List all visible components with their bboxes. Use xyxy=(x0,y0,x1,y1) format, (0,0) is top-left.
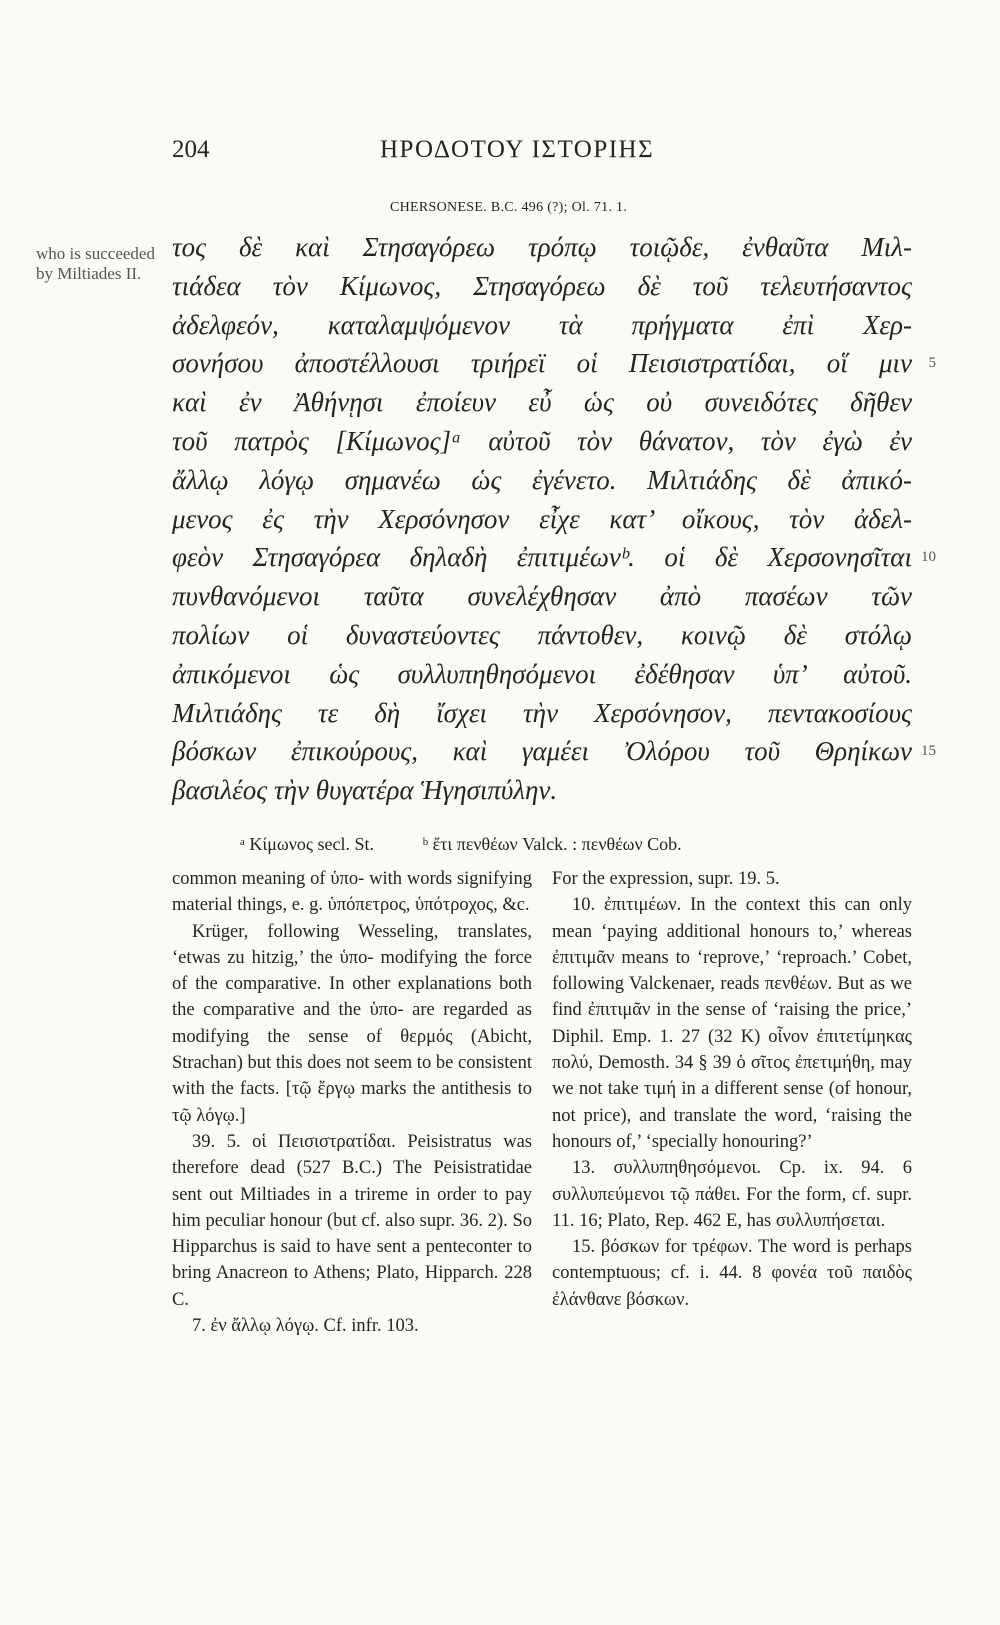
greek-line-text: σονήσου ἀποστέλλουσι τριήρεϊ οἱ Πεισιστρατίδαι, οἵ μιν xyxy=(172,348,912,379)
greek-line-text: πολίων οἱ δυναστεύοντες πάντοθεν, κοινῷ δὲ στόλῳ xyxy=(172,619,912,650)
greek-text-line xyxy=(172,461,912,500)
greek-text-line xyxy=(172,228,912,267)
apparatus-criticus xyxy=(240,834,726,855)
greek-text-line xyxy=(172,422,912,461)
greek-line-text: Μιλτιάδης τε δὴ ἴσχει τὴν Χερσόνησον, πεντακοσίους xyxy=(172,697,912,728)
section-subheading: CHERSONESE. B.C. 496 (?); Ol. 71. 1. xyxy=(390,200,628,215)
greek-line-text: βασιλέος τὴν θυγατέρα Ἡγησιπύλην. xyxy=(172,775,558,806)
commentary-paragraph: 15. βόσκων for τρέφων. The word is perhaps contemptuous; cf. i. 44. 8 φονέα τοῦ παιδὸς ἐλάνθανε βόσκων. xyxy=(552,1237,912,1310)
greek-line-text: τος δὲ καὶ Στησαγόρεω τρόπῳ τοιῷδε, ἐνθαῦτα Μιλ- xyxy=(172,232,912,262)
greek-line-text: ἀδελφεόν, καταλαμψόμενον τὰ πρήγματα ἐπὶ Χερ- xyxy=(172,309,912,340)
greek-text-line xyxy=(172,267,912,306)
line-number: 10 xyxy=(921,549,936,566)
commentary-paragraph: 10. ἐπιτιμέων. In the context this can only mean ‘paying additional honours to,’ whereas ἐπιτιμᾶν means to ‘reprove,’ ‘reproach.’ Cobet, following Valckenaer, reads πενθέων. But as we find ἐπιτιμᾶν in the sense of ‘raising the price,’ Diphil. Emp. 1. 27 (32 K) οἶνον ἐπιτετίμηκας πολύ, Demosth. 34 § 39 ὁ σῖτος ἐπετιμήθη, may we not take τιμή in a different sense (of honour, not price), and translate the word, ‘raising the honours of,’ ‘specially honouring?’ xyxy=(552,895,912,1152)
running-title: ΗΡΟΔΟΤΟΥ ΙΣΤΟΡΙΗΣ xyxy=(380,136,655,163)
commentary-paragraph: common meaning of ὑπο- with words signifying material things, e. g. ὑπόπετρος, ὑπότροχος, &c. xyxy=(172,869,532,916)
greek-text xyxy=(172,228,936,810)
commentary-right-column xyxy=(552,866,912,1313)
apparatus-note-a: ᵃ Κίμωνος secl. St. xyxy=(240,834,375,854)
line-number: 15 xyxy=(921,743,936,760)
commentary-paragraph: 13. συλλυπηθησόμενοι. Cp. ix. 94. 6 συλλυπεύμενοι τῷ πάθει. For the form, cf. supr. 11. 16; Plato, Rep. 462 E, has συλλυπήσεται. xyxy=(552,1158,912,1231)
greek-line-text: φεὸν Στησαγόρεα δηλαδὴ ἐπιτιμέωνᵇ. οἱ δὲ Χερσονησῖται xyxy=(172,542,912,573)
greek-text-line xyxy=(172,771,912,810)
greek-text-line xyxy=(172,694,912,733)
greek-line-text: τοῦ πατρὸς [Κίμωνος]ᵃ αὐτοῦ τὸν θάνατον, τὸν ἐγὼ ἐν xyxy=(172,425,912,456)
greek-line-text: καὶ ἐν Ἀθήνῃσι ἐποίευν εὖ ὡς οὐ συνειδότες δῆθεν xyxy=(172,387,912,418)
greek-line-text: μενος ἐς τὴν Χερσόνησον εἶχε κατ’ οἴκους, τὸν ἀδελ- xyxy=(172,503,912,534)
commentary-paragraph: Krüger, following Wesseling, translates, ‘etwas zu hitzig,’ the ὑπο- modifying the force of the comparative. In other explanations both the comparative and the ὑπο- are regarded as modifying the sense of θερμός (Abicht, Strachan) but this does not seem to be consistent with the facts. [τῷ ἔργῳ marks the antithesis to τῷ λόγῳ.] xyxy=(172,921,532,1126)
greek-text-line xyxy=(172,732,936,771)
greek-line-text: πυνθανόμενοι ταῦτα συνελέχθησαν ἀπὸ πασέων τῶν xyxy=(172,581,912,612)
commentary-paragraph: 7. ἐν ἄλλῳ λόγῳ. Cf. infr. 103. xyxy=(192,1316,419,1337)
greek-text-line xyxy=(172,500,912,539)
commentary-paragraph: 39. 5. οἱ Πεισιστρατίδαι. Peisistratus was therefore dead (527 B.C.) The Peisistratidae sent out Miltiades in a trireme in order to pay him peculiar honour (but cf. also supr. 36. 2). So Hipparchus is said to have sent a penteconter to bring Anacreon to Athens; Plato, Hipparch. 228 C. xyxy=(172,1131,532,1310)
greek-text-line xyxy=(172,306,912,345)
greek-text-line xyxy=(172,577,912,616)
greek-text-line xyxy=(172,655,912,694)
greek-line-text: τιάδεα τὸν Κίμωνος, Στησαγόρεω δὲ τοῦ τελευτήσαντος xyxy=(172,270,912,301)
line-number: 5 xyxy=(928,355,936,372)
margin-note: who is succeeded by Miltiades II. xyxy=(36,244,155,283)
greek-line-text: ἀπικόμενοι ὡς συλλυπηθησόμενοι ἐδέθησαν ὑπ’ αὐτοῦ. xyxy=(172,658,912,689)
greek-text-line xyxy=(172,383,912,422)
commentary-left-column xyxy=(172,866,532,1339)
apparatus-note-b: ᵇ ἔτι πενθέων Valck. : πενθέων Cob. xyxy=(422,834,682,854)
commentary-paragraph: For the expression, supr. 19. 5. xyxy=(552,869,780,889)
greek-text-line xyxy=(172,616,912,655)
page-number: 204 xyxy=(172,136,210,163)
greek-text-line xyxy=(172,538,936,577)
greek-line-text: βόσκων ἐπικούρους, καὶ γαμέει Ὀλόρου τοῦ Θρηίκων xyxy=(172,736,912,767)
greek-text-line xyxy=(172,344,936,383)
greek-line-text: ἄλλῳ λόγῳ σημανέω ὡς ἐγένετο. Μιλτιάδης δὲ ἀπικό- xyxy=(172,464,912,495)
